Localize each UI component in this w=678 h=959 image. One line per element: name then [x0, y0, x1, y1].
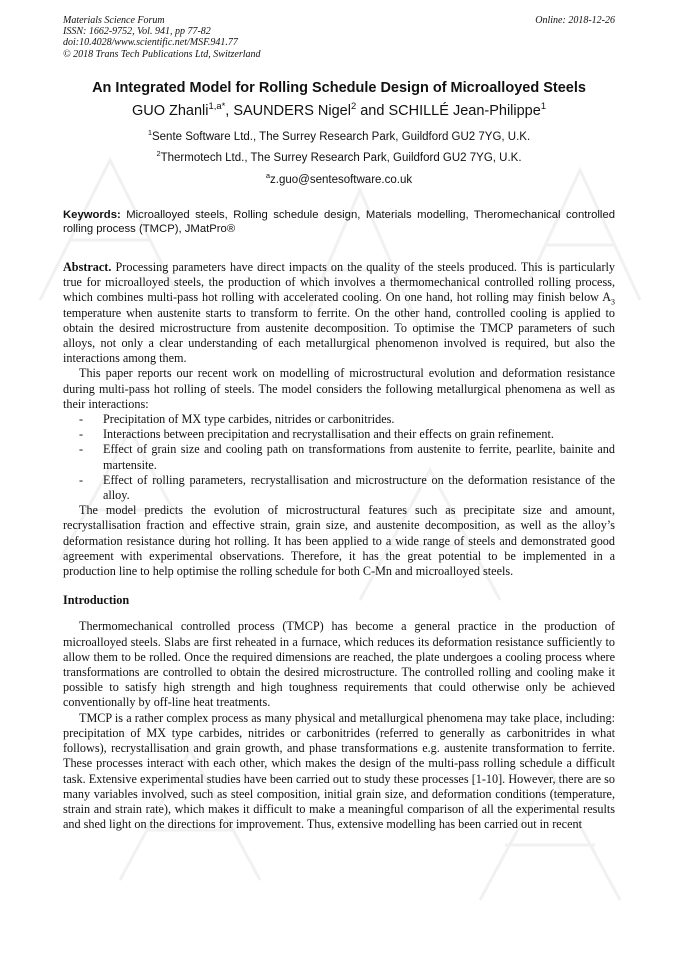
- list-item-text: Effect of rolling parameters, recrystallisation and microstructure on the deformation resistance of the alloy.: [103, 472, 615, 503]
- bullet-marker: -: [79, 472, 84, 487]
- affiliation-text: Thermotech Ltd., The Surrey Research Park, Guildford GU2 7YG, U.K.: [160, 152, 522, 164]
- keywords-label: Keywords:: [63, 209, 121, 221]
- abstract-paragraph: This paper reports our recent work on modelling of microstructural evolution and deformation resistance during multi-pass hot rolling of steels. The model considers the following metallurgical phenomena as well as their interactions:: [63, 366, 615, 411]
- author-affiliation-mark: 1: [540, 100, 547, 112]
- list-item: [63, 412, 615, 427]
- abstract-label: Abstract.: [63, 260, 112, 274]
- list-item-text: Effect of grain size and cooling path on transformations from austenite to ferrite, pearlite, bainite and martensite.: [103, 442, 615, 472]
- affiliation-text: Sente Software Ltd., The Surrey Research Park, Guildford GU2 7YG, U.K.: [151, 131, 531, 143]
- author-line: [0, 100, 678, 119]
- author-name: SAUNDERS Nigel: [233, 103, 351, 119]
- paper-title: An Integrated Model for Rolling Schedule Design of Microalloyed Steels: [92, 80, 586, 96]
- email-link[interactable]: z.guo@sentesoftware.co.uk: [270, 174, 413, 186]
- journal-copyright: © 2018 Trans Tech Publications Ltd, Switzerland: [63, 48, 261, 60]
- online-date: Online: 2018-12-26: [535, 15, 615, 26]
- keywords-text: Microalloyed steels, Rolling schedule design, Materials modelling, Theromechanical controlled rolling process (TMCP), JMatPro®: [63, 209, 616, 235]
- author-name: GUO Zhanli: [131, 103, 209, 119]
- author-affiliation-mark: 2: [350, 100, 357, 112]
- section-heading: Introduction: [63, 593, 130, 608]
- affiliation-1: [0, 128, 678, 143]
- author-separator: ,: [225, 103, 234, 119]
- journal-issn: ISSN: 1662-9752, Vol. 941, pp 77-82: [63, 26, 211, 38]
- list-item-text: Precipitation of MX type carbides, nitrides or carbonitrides.: [103, 412, 395, 427]
- affiliation-2: [0, 149, 678, 164]
- affiliation-mark: 1: [147, 128, 152, 138]
- paper-body: [63, 260, 615, 832]
- list-item: [63, 442, 615, 472]
- journal-info: [63, 15, 261, 60]
- keywords-block: [63, 208, 615, 236]
- corresponding-email: [0, 171, 678, 186]
- journal-name: Materials Science Forum: [63, 15, 165, 26]
- abstract-paragraph: The model predicts the evolution of microstructural features such as precipitate size and amount, recrystallisation fraction and effective strain, grain size, and austenite decomposition, as well as the alloy’s deformation resistance during hot rolling. It has been applied to a wide range of steels and demonstrated good agreement with experimental observations. Therefore, it has the great potential to be implemented in a production line to help optimise the rolling schedule for both C-Mn and microalloyed steels.: [63, 503, 615, 579]
- abstract-paragraph: [63, 260, 615, 366]
- list-item-text: Interactions between precipitation and recrystallisation and their effects on grain refinement.: [103, 427, 554, 442]
- email-mark: a: [265, 171, 271, 181]
- affiliation-mark: 2: [156, 149, 161, 159]
- journal-doi: doi:10.4028/www.scientific.net/MSF.941.77: [63, 37, 238, 49]
- author-affiliation-mark: 1,a*: [208, 100, 226, 112]
- abstract-text: temperature when austenite starts to transform to ferrite. On the other hand, controlled cooling is applied to obtain the desired microstructure from austenite decomposition. To optimise the TMCP parameters of such alloys, not only a clear understanding of each metallurgical phenomenon involved is required, but also the interactions among them.: [63, 305, 615, 366]
- author-name: SCHILLÉ Jean-Philippe: [388, 103, 541, 119]
- bullet-marker: -: [79, 412, 84, 427]
- author-conjunction: and: [356, 103, 389, 119]
- abstract-text: Processing parameters have direct impacts on the quality of the steels produced. This is particularly true for microalloyed steels, the production of which involves a thermomechanical controlled rolling process, which combines multi-pass hot rolling with accelerated cooling. On one hand, hot rolling may finish below A: [63, 260, 616, 305]
- subscript: 3: [611, 297, 615, 307]
- introduction-paragraph: TMCP is a rather complex process as many physical and metallurgical phenomena may take place, including: precipitation of MX type carbides, nitrides or carbonitrides (referred to generally as carbonitrides in what follows), recrystallisation and grain growth, and phase transformations e.g. austenite transformation to ferrite. These processes interact with each other, which makes the design of the multi-pass rolling schedule a difficult task. Extensive experimental studies have been carried out to study these processes [1-10]. However, there are so many variables involved, such as steel composition, initial grain size, and deformation conditions (temperature, strain and strain rate), which makes it difficult to make a meaningful comparison of all the experimental results and shed light on the directions for improvement. Thus, extensive modelling has been carried out in recent: [63, 710, 615, 832]
- list-item: [63, 473, 615, 503]
- bullet-marker: -: [79, 427, 84, 442]
- introduction-paragraph: Thermomechanical controlled process (TMCP) has become a general practice in the production of microalloyed steels. Slabs are first reheated in a furnace, which reduces its deformation resistance sufficiently to allow them to be rolled. Once the required dimensions are reached, the plate undergoes a cooling process where transformations are controlled to obtain the desired microstructure. The controlled rolling and cooling make it possible to satisfy high strength and high toughness requirements that could otherwise only be achieved conventionally by off-line heat treatments.: [63, 619, 615, 710]
- list-item: [63, 427, 615, 442]
- bullet-marker: -: [79, 442, 84, 457]
